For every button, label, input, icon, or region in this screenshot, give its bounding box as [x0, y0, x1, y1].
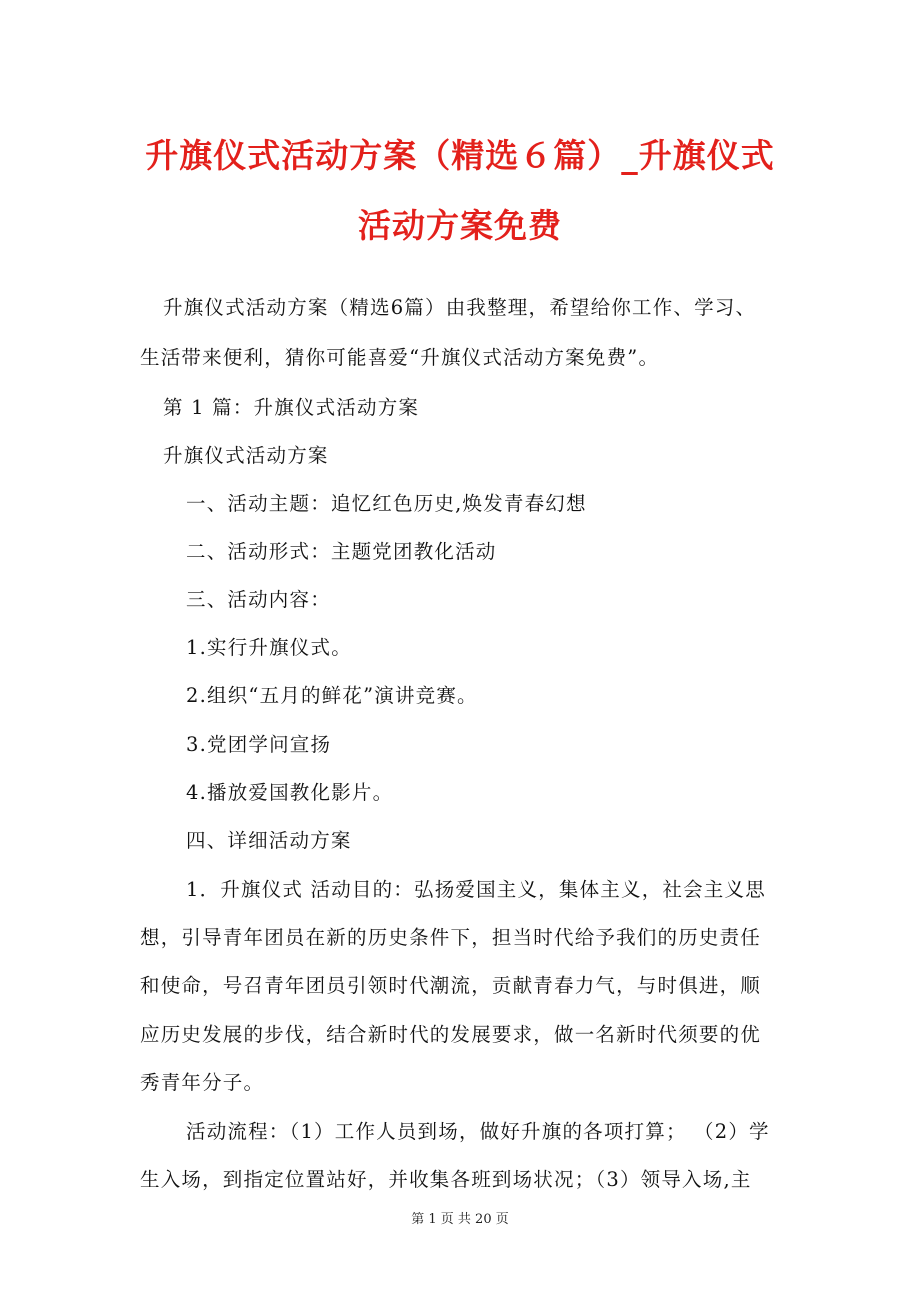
- item-content: 三、活动内容：: [186, 588, 331, 611]
- section-heading: 第 1 篇：升旗仪式活动方案: [163, 396, 420, 419]
- item-theme: 一、活动主题：追忆红色历史,焕发青春幻想: [186, 492, 587, 515]
- paragraph-1-line-4: 应历史发展的步伐，结合新时代的发展要求，做一名新时代须要的优: [140, 1023, 762, 1046]
- intro-line-2: 生活带来便利，猜你可能喜爱“升旗仪式活动方案免费”。: [140, 346, 660, 369]
- paragraph-1-line-3: 和使命，号召青年团员引领时代潮流，贡献青春力气，与时俱进，顺: [140, 974, 762, 997]
- sub-item-1: 1.实行升旗仪式。: [186, 636, 352, 659]
- doc-subtitle: 升旗仪式活动方案: [163, 444, 329, 467]
- item-detailed-plan: 四、详细活动方案: [186, 829, 352, 852]
- paragraph-1-line-5: 秀青年分子。: [140, 1071, 265, 1094]
- paragraph-2-line-1: 活动流程：（1）工作人员到场，做好升旗的各项打算； （2）学: [186, 1120, 770, 1143]
- page-number-footer: 第 1 页 共 20 页: [411, 1212, 509, 1227]
- sub-item-3: 3.党团学问宣扬: [186, 733, 332, 756]
- document-title-line-2: 活动方案免费: [358, 206, 562, 245]
- item-form: 二、活动形式：主题党团教化活动: [186, 540, 497, 563]
- sub-item-4: 4.播放爱国教化影片。: [186, 781, 394, 804]
- paragraph-1-line-1: 1．升旗仪式 活动目的：弘扬爱国主义，集体主义，社会主义思: [186, 878, 766, 901]
- sub-item-2: 2.组织“五月的鲜花”演讲竞赛。: [186, 684, 478, 707]
- intro-line-1: 升旗仪式活动方案（精选6篇）由我整理，希望给你工作、学习、: [163, 296, 757, 319]
- paragraph-2-line-2: 生入场，到指定位置站好，并收集各班到场状况；（3）领导入场,主: [140, 1168, 752, 1191]
- paragraph-1-line-2: 想，引导青年团员在新的历史条件下，担当时代给予我们的历史责任: [140, 926, 762, 949]
- document-title-line-1: 升旗仪式活动方案（精选６篇）_升旗仪式: [145, 136, 775, 175]
